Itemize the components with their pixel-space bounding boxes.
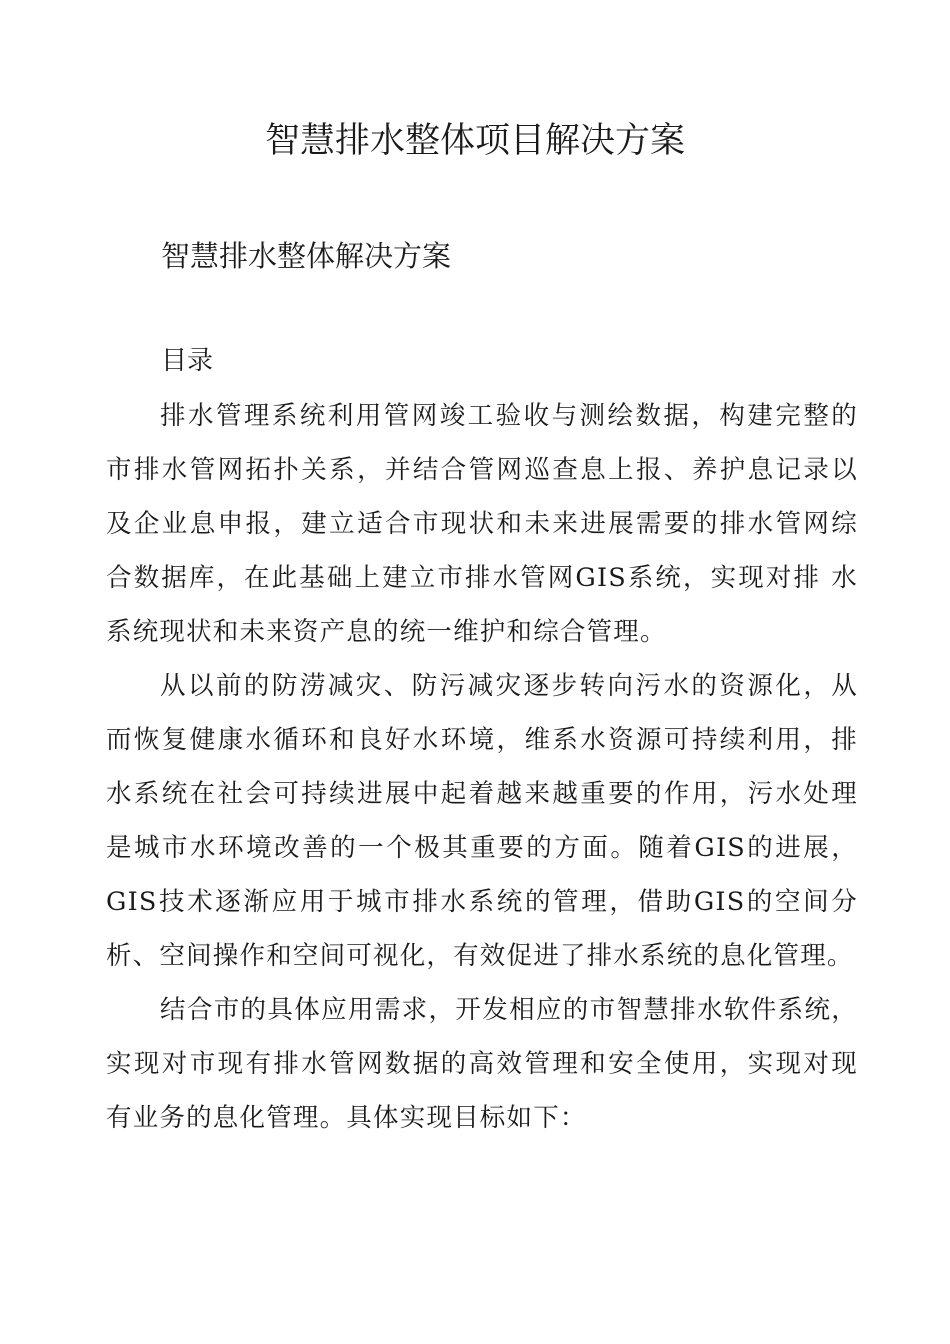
paragraph: 结合市的具体应用需求，开发相应的市智慧排水软件系统，实现对市现有排水管网数据的高效管理和安全使用，实现对现 有业务的息化管理。具体实现目标如下： xyxy=(106,995,858,1133)
paragraph: 排水管理系统利用管网竣工验收与测绘数据，构建完整的 市排水管网拓扑关系，并结合管网巡查息上报、养护息记录以 及企业息申报，建立适合市现状和未来进展需要的排水管网综 合数据库，在此基础上建立市排水管网GIS系统，实现对排 水系统现状和未来资产息的统一维护和综合管理。 xyxy=(106,401,858,647)
toc-heading: 目录 xyxy=(161,346,214,376)
paragraph-block-1 xyxy=(106,389,858,659)
paragraph-block-2 xyxy=(106,659,858,983)
paragraph: 从以前的防涝减灾、防污减灾逐步转向污水的资源化，从 而恢复健康水循环和良好水环境，维系水资源可持续利用，排 水系统在社会可持续进展中起着越来越重要的作用，污水处理 是城市水环境改善的一个极其重要的方面。随着GIS的进展， GIS技术逐渐应用于城市排水系统的管理，借助GIS的空间分 析、空间操作和空间可视化，有效促进了排水系统的息化管理。 xyxy=(106,671,858,971)
document-subtitle: 智慧排水整体解决方案 xyxy=(161,239,452,273)
paragraph-block-3 xyxy=(106,983,858,1145)
document-title: 智慧排水整体项目解决方案 xyxy=(264,121,685,161)
